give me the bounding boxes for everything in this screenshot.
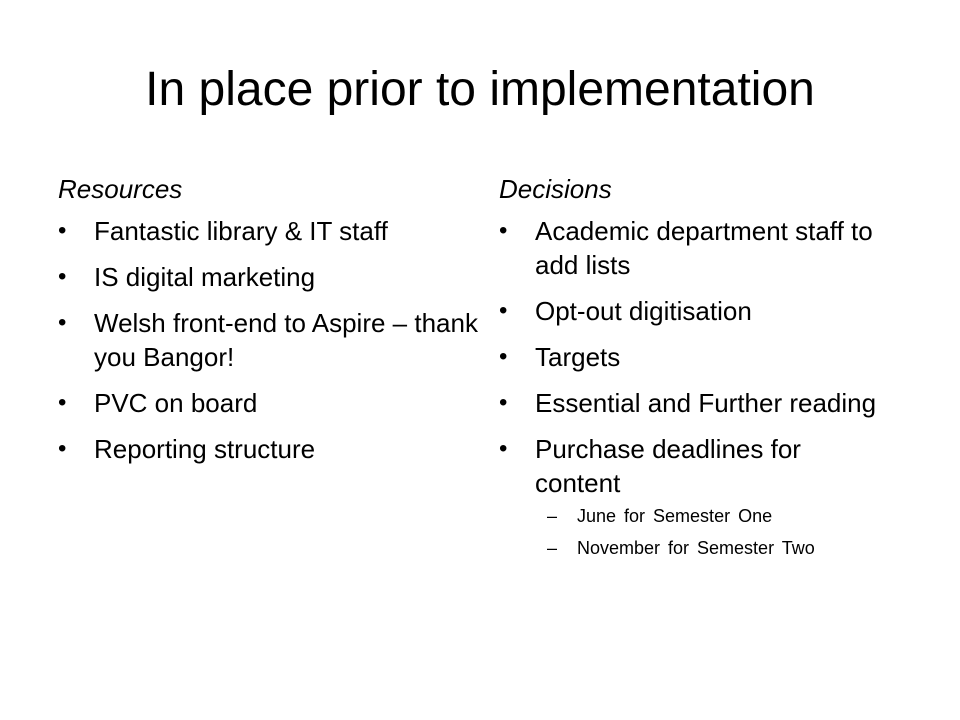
sub-list-item-text: November for Semester Two <box>577 538 815 558</box>
bullet-icon: • <box>499 217 508 244</box>
list-item-text: Academic department staff to add lists <box>535 216 873 280</box>
bullet-icon: • <box>499 343 508 370</box>
list-item-text: Reporting structure <box>94 434 316 464</box>
bullet-icon: • <box>499 389 508 416</box>
list-item-text: Essential and Further reading <box>535 388 877 418</box>
bullet-icon: • <box>499 297 508 324</box>
list-item <box>58 306 478 374</box>
list-item <box>499 340 879 374</box>
decisions-column <box>499 172 879 572</box>
list-item-text: IS digital marketing <box>94 262 316 292</box>
list-item <box>58 260 478 294</box>
list-item <box>499 294 879 328</box>
sub-list-item-text: June for Semester One <box>577 506 773 526</box>
decisions-heading: Decisions <box>499 174 612 204</box>
dash-icon: – <box>547 506 558 526</box>
list-item-text: Purchase deadlines for content <box>535 434 801 498</box>
slide-title: In place prior to implementation <box>145 63 815 116</box>
bullet-icon: • <box>499 435 508 462</box>
bullet-icon: • <box>58 435 67 462</box>
sub-list-item <box>547 504 879 528</box>
bullet-icon: • <box>58 263 67 290</box>
resources-heading: Resources <box>58 174 183 204</box>
list-item-text: Opt-out digitisation <box>535 296 752 326</box>
list-item-text: PVC on board <box>94 388 258 418</box>
resources-list <box>58 214 478 466</box>
list-item <box>499 386 879 420</box>
resources-column <box>58 172 478 478</box>
deadlines-sublist <box>535 504 879 560</box>
bullet-icon: • <box>58 309 67 336</box>
dash-icon: – <box>547 538 558 558</box>
list-item <box>499 214 879 282</box>
list-item <box>499 432 879 560</box>
bullet-icon: • <box>58 217 67 244</box>
list-item-text: Fantastic library & IT staff <box>94 216 388 246</box>
sub-list-item <box>547 536 879 560</box>
list-item-text: Targets <box>535 342 621 372</box>
list-item <box>58 386 478 420</box>
decisions-list <box>499 214 879 560</box>
list-item <box>58 214 478 248</box>
list-item <box>58 432 478 466</box>
bullet-icon: • <box>58 389 67 416</box>
list-item-text: Welsh front-end to Aspire – thank you Bangor! <box>94 308 478 372</box>
